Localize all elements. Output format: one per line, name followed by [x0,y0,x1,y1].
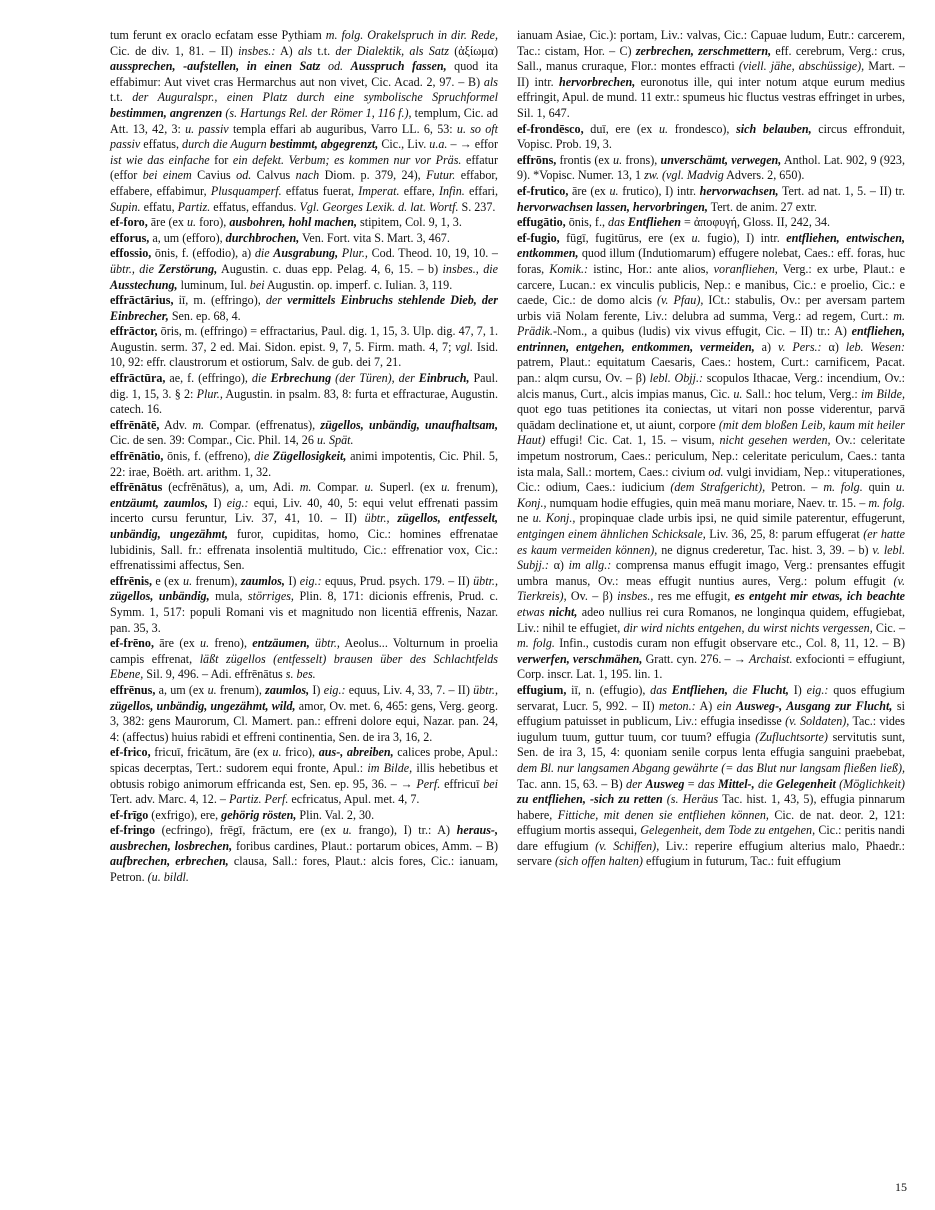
entry-efforo: ef-foro, āre (ex u. foro), ausbohren, hohl machen, stipitem, Col. 9, 1, 3. [110,215,462,230]
entry-effrenis: effrēnis, e (ex u. frenum), zaumlos, I) eig.: equus, Prud. psych. 179. – II) übtr., zügellos, unbändig, mula, störriges, Plin. 8, 171: dicionis effrenis, Prud. c. Symm. 1, 517: populi Romani vis et magnitudo non licentiā effrenis, Nazar. pan. 35, 3. [110,573,498,635]
entry-effugatio: effugātio, ōnis, f., das Entfliehen = ἀποφυγή, Gloss. II, 242, 34. [517,215,831,230]
entry-effugio: ef-fugio, fūgī, fugitūrus, ere (ex u. fugio), I) intr. entfliehen, entwischen, entkommen, quod illum (Indutiomarum) effugere nolebat, Caes.: eff. foras, huc foras, Komik.: istinc, Hor.: ante alios, voranfliehen, Verg.: ex urbe, Plaut.: e carcere, Lucan.: ex vinculis publicis, Nep.: e manibus, Cic.: e proelio, Cic.: e caede, Cic.: de domo alcis (v. Pfau), ICt.: stabulis, Ov.: per aversam partem urbis viā Nolam ferente, Liv.: delubra ad summa, Verg.: ad regem, Curt.: m. Prädik.-Nom., a quibus (ludis) vix vivus effugit, Cic. – II) tr.: A) entfliehen, entrinnen, entgehen, entkommen, vermeiden, a) v. Pers.: α) leb. Wesen: patrem, Plaut.: equitatum Caesaris, Caes.: hostem, Curt.: carnificem, Pacat. pan.: alqm cursu, Ov. – β) lebl. Objj.: scopulos Ithacae, Verg.: incendium, Ov.: alcis manus, Curt., alcis impias manus, Cic. u. Sall.: hoc telum, Verg.: im Bilde, quot ego tuas petitiones ita coniectas, ut vitari non posse viderentur, parvā quādam declinatione et, ut aiunt, corpore (mit dem bloßen Leib, kaum mit heiler Haut) effugi! Cic. Cat. 1, 15. – visum, nicht gesehen werden, Ov.: celeritate impetum nostrorum, Caes.: periculum, Nep.: celeritate periculum, Caes.: tanta ista mala, Sall.: mortem, Caes.: civium od. vulgi invidiam, Nep.: vituperationes, Cic.: odium, Caes.: iudicium (dem Strafgericht), Petron. – m. folg. quin u. Konj., numquam hodie effugies, quin meā manu moriare, Naev. tr. 15. – m. folg. ne u. Konj., propinquae clade urbis ipsi, ne quid simile paterentur, effugerunt, entgingen einem ähnlichen Schicksale, Liv. 36, 25, 8: parum effugerat (er hatte es kaum vermeiden können), ne dignus crederetur, Tac. hist. 3, 39. – b) v. lebl. Subjj.: α) im allg.: comprensa manus effugit imago, Verg.: prensantes effugit umbra manus, Ov.: meas effugit nuntius aures, Verg.: polum effugit (v. Tierkreis), Ov. – β) insbes., res me effugit, es entgeht mir etwas, ich beachte etwas nicht, adeo nullius rei cura Romanos, ne longinqua quidem, effugiebat, Liv.: nihil te effugiet, dir wird nichts entgehen, du wirst nichts vergessen, Cic. – m. folg. Infin., custodis curam non effugit observare etc., Col. 8, 11, 12. – B) verwerfen, verschmähen, Gratt. cyn. 276. – → Archaist. exfocionti = effugiunt, Corp. inscr. Lat. 1, 195. lin. 1. [517,230,906,682]
entry-effugium: effugium, iī, n. (effugio), das Entfliehen, die Flucht, I) eig.: quos effugium servarat, Lucr. 5, 992. – II) meton.: A) ein Ausweg-, Ausgang zur Flucht, si effugium patuisset in publicum, Liv.: effugia insedisse (v. Soldaten), Tac.: vides iugulum tuum, guttur tuum, cor tuum? effugia (Zufluchtsorte) servitutis sunt, Sen. de ira 3, 15, 4: quoniam senile corpus lenta effugia sanguini praebebat, dem Bl. nur langsamen Abgang gewährte (= das Blut nur langsam fließen ließ), Tac. ann. 15, 63. – B) der Ausweg = das Mittel-, die Gelegenheit (Möglichkeit) zu entfliehen, -sich zu retten (s. Heräus Tac. hist. 1, 43, 5), effugia pinnarum habere, Fittiche, mit denen sie entfliehen können, Cic. de nat. deor. 2, 121: effugium mortis assequi, Gelegenheit, dem Tode zu entgehen, Cic.: peritis nandi dare effugium (v. Schiffen), Liv.: reperire effugium alterius malo, Phaedr.: servare (sich offen halten) effugium in futurum, Tac.: fuit effugium [517,682,906,869]
entry-effrenus: effrēnus, a, um (ex u. frenum), zaumlos, I) eig.: equus, Liv. 4, 33, 7. – II) übtr., zügellos, unbändig, ungezähmt, wild, amor, Ov. met. 6, 465: gens, Verg. georg. 3, 382: gens Maurorum, Cl. Mamert. pan.: effreni dolore equi, Nazar. pan. 24, 4: (affectus) huius rabidi et effreni continentia, Sen. de ira 3, 16, 2. [110,682,499,744]
page-number: 15 [895,1180,907,1194]
entry-effrutico: ef-frutico, āre (ex u. frutico), I) intr. hervorwachsen, Tert. ad nat. 1, 5. – II) tr. hervorwachsen lassen, hervorbringen, Tert. de anim. 27 extr. [517,183,906,214]
entry-effrondesco: ef-frondēsco, duī, ere (ex u. frondesco), sich belauben, circus effronduit, Vopisc. Prob. 19, 3. [517,121,905,152]
entry-effractura: effrāctūra, ae, f. (effringo), die Erbrechung (der Türen), der Einbruch, Paul. dig. 1, 15, 3. § 2: Plur., Augustin. in psalm. 83, 8: furta et effracturae, Augustin. catech. 16. [110,371,498,417]
entry-effor-continuation: tum ferunt ex oraclo ecfatam esse Pythiam m. folg. Orakelspruch in dir. Rede, Cic. de div. 1, 81. – II) insbes.: A) als t.t. der Dialektik, als Satz (ἀξίωμα) aussprechen, -aufstellen, in einen Satz od. Ausspruch fassen, quod ita effabimur: Aut vivet cras Hermarchus aut non vivet, Cic. Acad. 2, 97. – B) als t.t. der Auguralspr., einen Platz durch eine symbolische Spruchformel bestimmen, angrenzen (s. Hartungs Rel. der Römer 1, 116 f.), templum, Cic. ad Att. 13, 42, 3: u. passiv templa effari ab auguribus, Varro LL. 6, 53: u. so oft passiv effatus, durch die Augurn bestimmt, abgegrenzt, Cic., Liv. u.a. – → effor ist wie das einfache for ein defekt. Verbum; es kommen nur vor Präs. effatur (effor bei einem Cavius od. Calvus nach Diom. p. 379, 24), Futur. effabor, effabere, effabimur, Plusquamperf. effatus fuerat, Imperat. effare, Infin. effari, Supin. effatu, Partiz. effatus, effandus. Vgl. Georges Lexik. d. lat. Wortf. S. 237. [110,28,499,214]
entry-effrigo: ef-frīgo (exfrigo), ere, gehörig rösten, Plin. Val. 2, 30. [110,807,375,822]
entry-effractor: effrāctor, ōris, m. (effringo) = effractarius, Paul. dig. 1, 15, 3. Ulp. dig. 47, 7, 1. Augustin. serm. 37, 2 ed. Mai. Sidon. epist. 9, 7, 5. Firm. math. 4, 7; vgl. Isid. 10, 92: effr. claustrorum et ostiorum, Salv. de gub. dei 7, 21. [110,324,499,370]
entry-effrico: ef-frico, fricuī, fricātum, āre (ex u. frico), aus-, abreiben, calices probe, Apul.: spicas decerptas, Tert.: sudorem equi fronte, Apul.: im Bilde, illis hebetibus et obtusis robigo animorum effricanda est, Sen. ep. 95, 36. – → Perf. effricuī bei Tert. adv. Marc. 4, 12. – Partiz. Perf. ecfricatus, Apul. met. 4, 7. [110,745,499,807]
entry-effrenate: effrēnātē, Adv. m. Compar. (effrenatus), zügellos, unbändig, unaufhaltsam, Cic. de sen. 39: Compar., Cic. Phil. 14, 26 u. Spät. [110,417,498,448]
entry-efforus: efforus, a, um (efforo), durchbrochen, Ven. Fort. vita S. Mart. 3, 467. [110,230,450,245]
entry-effreno: ef-frēno, āre (ex u. freno), entzäumen, übtr., Aeolus... Volturnum in proelia campis effrenat, läßt zügellos (entfesselt) brausen über des Schlachtfelds Ebene, Sil. 9, 496. – Adi. effrēnātus s. bes. [110,636,499,682]
right-column [517,28,905,870]
left-column [110,28,498,886]
entry-effractarius: effrāctārius, iī, m. (effringo), der vermittels Einbruchs stehlende Dieb, der Einbrecher, Sen. ep. 68, 4. [110,293,498,323]
entry-effossio: effossio, ōnis, f. (effodio), a) die Ausgrabung, Plur., Cod. Theod. 10, 19, 10. – übtr., die Zerstörung, Augustin. c. duas epp. Pelag. 4, 6, 15. – b) insbes., die Ausstechung, luminum, Iul. bei Augustin. op. imperf. c. Iulian. 3, 119. [110,246,498,292]
entry-effringo: ef-fringo (ecfringo), frēgī, frāctum, ere (ex u. frango), I) tr.: A) heraus-, ausbrechen, losbrechen, foribus cardines, Plaut.: portarum obices, Amm. – B) aufbrechen, erbrechen, clausa, Sall.: fores, Plaut.: alcis fores, Cic.: ianuam, Petron. (u. bildl. [110,823,498,885]
entry-effrenatus: effrēnātus (ecfrēnātus), a, um, Adi. m. Compar. u. Superl. (ex u. frenum), entzäumt, zaumlos, I) eig.: equi, Liv. 40, 40, 5: equi velut effrenati passim incerto cursu feruntur, Liv. 37, 41, 10. – II) übtr., zügellos, entfesselt, unbändig, ungezähmt, furor, cupiditas, homo, Cic.: homines effrenatae lubidinis, Sall. fr.: effrenata insolentiā multitudo, Cic.: effrenatior vox, Cic.: effrenatissimi affectus, Sen. [110,480,498,573]
entry-effrenatio: effrēnātio, ōnis, f. (effreno), die Zügellosigkeit, animi impotentis, Cic. Phil. 5, 22: irae, Boëth. art. arithm. 1, 32. [110,449,498,479]
entry-effrons: effrōns, frontis (ex u. frons), unverschämt, verwegen, Anthol. Lat. 902, 9 (923, 9). *Vopisc. Numer. 13, 1 zw. (vgl. Madvig Advers. 2, 650). [517,152,905,183]
entry-effringo-continuation: ianuam Asiae, Cic.): portam, Liv.: valvas, Cic.: Capuae ludum, Eutr.: carcerem, Tac.: cistam, Hor. – C) zerbrechen, zerschmettern, eff. cerebrum, Verg.: crus, Sall., manus cruraque, Flor.: montes effracti (viell. jähe, abschüssige), Mart. – II) intr. hervorbrechen, euronotus ille, qui inter notum atque eurum medius effringit, Apul. de mund. 11 extr.: spumeus hic fluctus vestras effringet in urbes, Sil. 1, 647. [517,28,906,120]
